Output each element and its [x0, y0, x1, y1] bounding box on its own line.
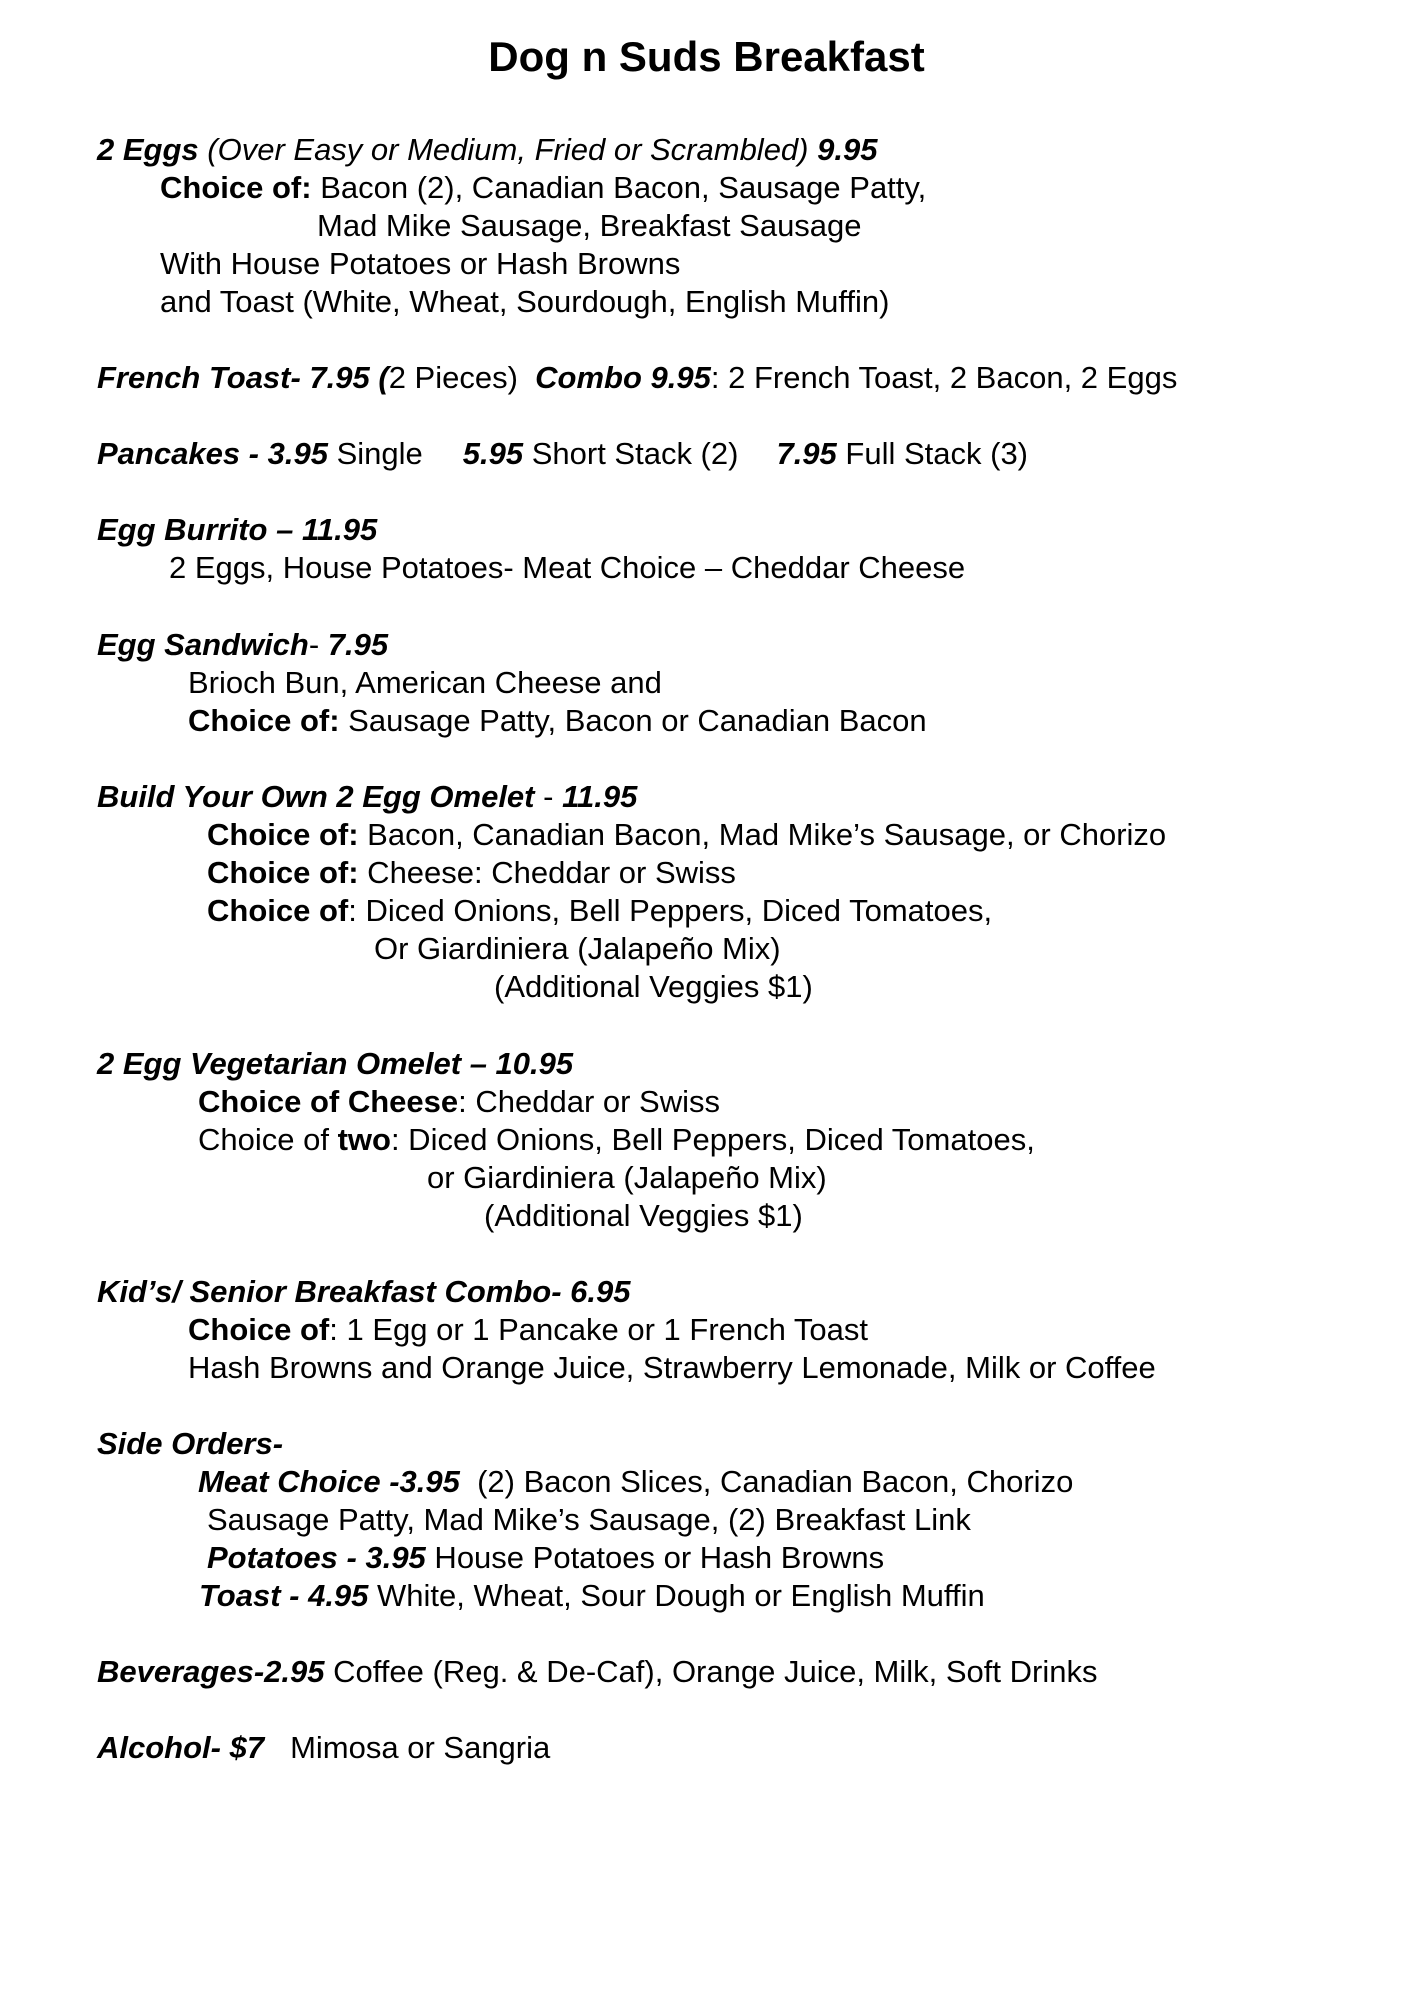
sides-name: Side Orders-: [97, 1426, 284, 1461]
omelet-extra: (Additional Veggies $1): [494, 969, 813, 1004]
sandwich-heading: [97, 626, 388, 664]
pancakes-full: Full Stack (3): [836, 436, 1029, 471]
pancakes-short: Short Stack (2): [523, 436, 739, 471]
pancakes-full-price: 7.95: [776, 436, 837, 471]
sides-meat-label: Meat Choice -3.95: [198, 1464, 460, 1499]
beverages-desc: Coffee (Reg. & De-Caf), Orange Juice, Milk, Soft Drinks: [324, 1654, 1098, 1689]
omelet-choice-text-1: Bacon, Canadian Bacon, Mad Mike’s Sausage, or Chorizo: [358, 817, 1167, 852]
sides-toast-label: Toast - 4.95: [199, 1578, 369, 1613]
omelet-heading: [97, 778, 637, 816]
omelet-price: 11.95: [562, 779, 638, 814]
pancakes-single: Single: [327, 436, 423, 471]
omelet-choice-label-2: Choice of:: [207, 855, 359, 890]
burrito-desc: 2 Eggs, House Potatoes- Meat Choice – Cheddar Cheese: [169, 550, 966, 585]
sandwich-dash: -: [308, 627, 328, 662]
alcohol-name: Alcohol- $7: [97, 1730, 265, 1765]
french-toast-combo-label: Combo 9.95: [535, 360, 711, 395]
eggs-price: 9.95: [817, 132, 878, 167]
omelet-choice-2: [207, 854, 736, 892]
kids-choice-text: : 1 Egg or 1 Pancake or 1 French Toast: [329, 1312, 869, 1347]
french-toast-pieces: 2 Pieces): [388, 360, 518, 395]
eggs-meats-2: Mad Mike Sausage, Breakfast Sausage: [317, 208, 862, 243]
sides-potatoes-label: Potatoes - 3.95: [207, 1540, 426, 1575]
omelet-name: Build Your Own 2 Egg Omelet: [97, 779, 535, 814]
french-toast-combo-desc: : 2 French Toast, 2 Bacon, 2 Eggs: [710, 360, 1178, 395]
veg-omelet-cheese-text: : Cheddar or Swiss: [458, 1084, 721, 1119]
eggs-choice-label: Choice of:: [160, 170, 312, 205]
eggs-meats-1: Bacon (2), Canadian Bacon, Sausage Patty,: [320, 170, 927, 205]
sandwich-price: 7.95: [327, 627, 389, 662]
eggs-name: 2 Eggs: [97, 132, 199, 167]
menu-title: Dog n Suds Breakfast: [488, 33, 925, 80]
eggs-heading: [97, 131, 877, 169]
veg-omelet-two-bold: two: [337, 1122, 391, 1157]
eggs-choice: [160, 169, 926, 207]
omelet-choice-1: [207, 816, 1166, 854]
veg-omelet-name: 2 Egg Vegetarian Omelet – 10.95: [97, 1046, 574, 1081]
veg-omelet-two-rest: : Diced Onions, Bell Peppers, Diced Tomatoes,: [390, 1122, 1035, 1157]
alcohol-desc: Mimosa or Sangria: [290, 1730, 551, 1765]
sides-meat-text: (2) Bacon Slices, Canadian Bacon, Chorizo: [459, 1464, 1074, 1499]
kids-choice: [188, 1311, 868, 1349]
sides-meat: [198, 1463, 1073, 1501]
pancakes-short-price: 5.95: [462, 436, 524, 471]
omelet-choice-text-3: : Diced Onions, Bell Peppers, Diced Tomatoes,: [348, 893, 993, 928]
sides-toast-text: White, Wheat, Sour Dough or English Muffin: [368, 1578, 985, 1613]
veg-omelet-extra: (Additional Veggies $1): [484, 1198, 803, 1233]
kids-choice-label: Choice of: [188, 1312, 330, 1347]
omelet-choice-3b: Or Giardiniera (Jalapeño Mix): [374, 931, 781, 966]
pancakes-name: Pancakes - 3.95: [97, 436, 328, 471]
french-toast-name: French Toast- 7.95 (: [97, 360, 389, 395]
sandwich-name: Egg Sandwich: [97, 627, 309, 662]
omelet-choice-label-1: Choice of:: [207, 817, 359, 852]
omelet-dash: -: [534, 779, 563, 814]
alcohol-line: [97, 1729, 550, 1767]
sandwich-choice-text: Sausage Patty, Bacon or Canadian Bacon: [339, 703, 927, 738]
beverages-line: [97, 1653, 1097, 1691]
veg-omelet-cheese: [198, 1083, 720, 1121]
veg-omelet-cheese-label: Choice of Cheese: [198, 1084, 459, 1119]
sandwich-choice: [188, 702, 927, 740]
eggs-toast: and Toast (White, Wheat, Sourdough, English Muffin): [160, 284, 890, 319]
sides-meat-b: Sausage Patty, Mad Mike’s Sausage, (2) Breakfast Link: [207, 1502, 971, 1537]
omelet-choice-text-2: Cheese: Cheddar or Swiss: [358, 855, 736, 890]
veg-omelet-two-b: or Giardiniera (Jalapeño Mix): [427, 1160, 827, 1195]
omelet-choice-label-3: Choice of: [207, 893, 349, 928]
sides-potatoes: [207, 1539, 884, 1577]
sandwich-choice-label: Choice of:: [188, 703, 340, 738]
kids-name: Kid’s/ Senior Breakfast Combo- 6.95: [97, 1274, 631, 1309]
pancakes-line: [97, 435, 1028, 473]
veg-omelet-two: [198, 1121, 1035, 1159]
omelet-choice-3: [207, 892, 992, 930]
sides-potatoes-text: House Potatoes or Hash Browns: [425, 1540, 885, 1575]
kids-desc: Hash Browns and Orange Juice, Strawberry Lemonade, Milk or Coffee: [188, 1350, 1156, 1385]
sides-toast: [199, 1577, 985, 1615]
french-toast-line: [97, 359, 1177, 397]
eggs-style: (Over Easy or Medium, Fried or Scrambled): [207, 132, 809, 167]
veg-omelet-two-pre: Choice of: [198, 1122, 338, 1157]
beverages-name: Beverages-2.95: [97, 1654, 325, 1689]
sandwich-desc: Brioch Bun, American Cheese and: [188, 665, 662, 700]
burrito-name: Egg Burrito – 11.95: [97, 512, 378, 547]
eggs-potatoes: With House Potatoes or Hash Browns: [160, 246, 681, 281]
